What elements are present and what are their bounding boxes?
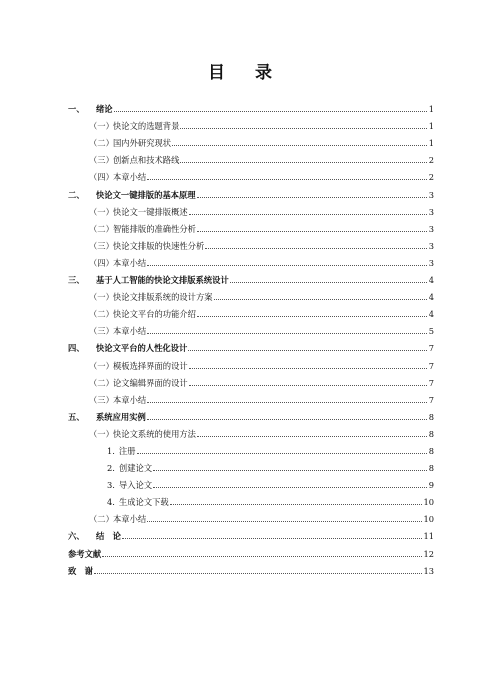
toc-entry-label: 智能排版的准确性分析 (113, 223, 196, 234)
toc-entry-label: 本章小结 (113, 514, 147, 525)
toc-entry[interactable] (68, 439, 434, 456)
toc-entry-page-number: 3 (428, 189, 434, 200)
toc-entry[interactable] (68, 131, 434, 148)
toc-entry[interactable] (68, 456, 434, 473)
toc-entry-label: 快论文排版系统的设计方案 (113, 292, 213, 303)
dot-leader (147, 178, 427, 180)
toc-entry-number: （四） (89, 257, 114, 268)
toc-entry-number: 3. (107, 480, 115, 491)
toc-entry[interactable] (68, 524, 434, 541)
toc-entry-number: （一） (89, 428, 114, 439)
toc-entry[interactable] (68, 302, 434, 319)
toc-entry-label: 导入论文 (118, 480, 153, 491)
toc-entry-page-number: 3 (428, 257, 434, 268)
toc-entry[interactable] (68, 405, 434, 422)
toc-entry-number: （一） (89, 206, 114, 217)
toc-entry-number: （一） (89, 292, 114, 303)
toc-entry-number: （二） (89, 223, 114, 234)
toc-entry-number: （一） (89, 360, 114, 371)
dot-leader (114, 110, 427, 112)
toc-entry-number: 六、 (68, 531, 85, 542)
dot-leader (197, 196, 427, 198)
toc-entry-number: （二） (89, 309, 114, 320)
toc-entry-label: 快论文一键排版概述 (113, 206, 188, 217)
toc-entry-number: 五、 (68, 411, 85, 422)
dot-leader (147, 401, 427, 403)
toc-entry-page-number: 7 (428, 343, 434, 354)
toc-entry-label: 创建论文 (118, 463, 153, 474)
toc-entry-page-number: 7 (428, 377, 434, 388)
dot-leader (147, 264, 427, 266)
dot-leader (102, 555, 422, 557)
toc-entry-label: 系统应用实例 (96, 411, 146, 422)
toc-entry[interactable] (68, 285, 434, 302)
dot-leader (153, 469, 427, 471)
toc-entry-number: （三） (89, 240, 114, 251)
toc-entry-label: 快论文一键排版的基本原理 (96, 189, 196, 200)
toc-entry-number: 一、 (68, 104, 85, 115)
toc-entry-label: 注册 (118, 445, 136, 456)
toc-entry-label: 模板选择界面的设计 (113, 360, 188, 371)
dot-leader (180, 127, 427, 129)
toc-entry-number: （三） (89, 394, 114, 405)
toc-entry-number: （三） (89, 155, 114, 166)
dot-leader (197, 230, 427, 232)
toc-entry-page-number: 4 (428, 309, 434, 320)
toc-entry-label: 快论文的选题背景 (113, 121, 180, 132)
toc-entry-number: 三、 (68, 275, 85, 286)
toc-entry[interactable] (68, 200, 434, 217)
toc-entry-label: 快论文排版的快速性分析 (113, 240, 205, 251)
toc-entry-number: 2. (107, 463, 115, 474)
toc-entry[interactable] (68, 388, 434, 405)
toc-entry-page-number: 8 (428, 411, 434, 422)
toc-entry-number: 二、 (68, 189, 85, 200)
dot-leader (180, 161, 427, 163)
toc-entry-label: 本章小结 (113, 257, 147, 268)
dot-leader (205, 247, 427, 249)
toc-entry-page-number: 7 (428, 360, 434, 371)
toc-entry-page-number: 8 (428, 428, 434, 439)
toc-entry-page-number: 10 (423, 514, 434, 525)
toc-entry[interactable] (68, 319, 434, 336)
toc-entry-label: 本章小结 (113, 172, 147, 183)
toc-entry[interactable] (68, 217, 434, 234)
dot-leader (147, 520, 422, 522)
dot-leader (188, 349, 427, 351)
dot-leader (172, 144, 427, 146)
toc-entry-page-number: 2 (428, 155, 434, 166)
toc-entry-page-number: 2 (428, 172, 434, 183)
dot-leader (147, 418, 427, 420)
toc-entry[interactable] (68, 371, 434, 388)
dot-leader (197, 435, 427, 437)
toc-entry-number: 四、 (68, 343, 85, 354)
dot-leader (230, 281, 427, 283)
toc-entry-page-number: 12 (423, 548, 434, 559)
dot-leader (214, 298, 427, 300)
toc-entry-label: 快论文平台的人性化设计 (96, 343, 188, 354)
dot-leader (137, 452, 427, 454)
toc-entry-label: 绪论 (96, 104, 113, 115)
toc-entry[interactable] (68, 114, 434, 131)
toc-entry-number: （二） (89, 514, 114, 525)
toc-entry-number: 4. (107, 497, 115, 508)
dot-leader (189, 384, 427, 386)
toc-entry-label: 致 谢 (68, 565, 93, 576)
toc-entry-label: 创新点和技术路线 (113, 155, 180, 166)
toc-entry-label: 快论文系统的使用方法 (113, 428, 196, 439)
toc-entry[interactable] (68, 490, 434, 507)
toc-entry[interactable] (68, 97, 434, 114)
dot-leader (94, 572, 423, 574)
toc-entry[interactable] (68, 336, 434, 353)
toc-entry-label: 快论文平台的功能介绍 (113, 309, 196, 320)
toc-entry-label: 国内外研究现状 (113, 138, 172, 149)
toc-entry-page-number: 5 (428, 326, 434, 337)
toc-entry-page-number: 1 (428, 138, 434, 149)
toc-entry-label: 基于人工智能的快论文排版系统设计 (96, 275, 229, 286)
toc-entry-label: 参考文献 (68, 548, 102, 559)
toc-entry[interactable] (68, 234, 434, 251)
toc-entry-label: 本章小结 (113, 394, 147, 405)
toc-entry[interactable] (68, 507, 434, 524)
toc-entry[interactable] (68, 541, 434, 558)
toc-entry-number: （二） (89, 138, 114, 149)
toc-entry[interactable] (68, 473, 434, 490)
toc-entry-page-number: 3 (428, 223, 434, 234)
toc-entry-number: 1. (107, 445, 115, 456)
toc-entry-label: 生成论文下载 (118, 497, 169, 508)
toc-entry-page-number: 4 (428, 292, 434, 303)
toc-entry-page-number: 1 (428, 104, 434, 115)
toc-entry[interactable] (68, 422, 434, 439)
dot-leader (197, 315, 427, 317)
toc-entry[interactable] (68, 268, 434, 285)
toc-entry-page-number: 7 (428, 394, 434, 405)
toc-entry-page-number: 9 (428, 480, 434, 491)
dot-leader (189, 367, 427, 369)
dot-leader (122, 537, 423, 539)
toc-entry-label: 本章小结 (113, 326, 147, 337)
toc-entry-page-number: 3 (428, 206, 434, 217)
toc-entry-page-number: 4 (428, 275, 434, 286)
toc-entry-page-number: 10 (423, 497, 434, 508)
toc-entry[interactable] (68, 148, 434, 165)
toc-title: 目 录 (208, 63, 284, 83)
toc-entry[interactable] (68, 182, 434, 199)
toc-entry-number: （四） (89, 172, 114, 183)
toc-entry-page-number: 8 (428, 463, 434, 474)
toc-entry-page-number: 13 (423, 565, 434, 576)
toc-entry-page-number: 1 (428, 121, 434, 132)
table-of-contents (68, 97, 434, 576)
toc-entry[interactable] (68, 353, 434, 370)
toc-entry-number: （一） (89, 121, 114, 132)
toc-entry-number: （二） (89, 377, 114, 388)
toc-entry-page-number: 11 (423, 531, 434, 542)
toc-entry-page-number: 8 (428, 445, 434, 456)
dot-leader (170, 503, 423, 505)
toc-entry[interactable] (68, 559, 434, 576)
toc-entry-number: （三） (89, 326, 114, 337)
toc-entry-label: 论文编辑界面的设计 (113, 377, 188, 388)
toc-entry-label: 结 论 (96, 531, 121, 542)
toc-entry-page-number: 3 (428, 240, 434, 251)
toc-entry[interactable] (68, 251, 434, 268)
toc-entry[interactable] (68, 165, 434, 182)
dot-leader (147, 332, 427, 334)
dot-leader (153, 486, 427, 488)
dot-leader (189, 213, 427, 215)
